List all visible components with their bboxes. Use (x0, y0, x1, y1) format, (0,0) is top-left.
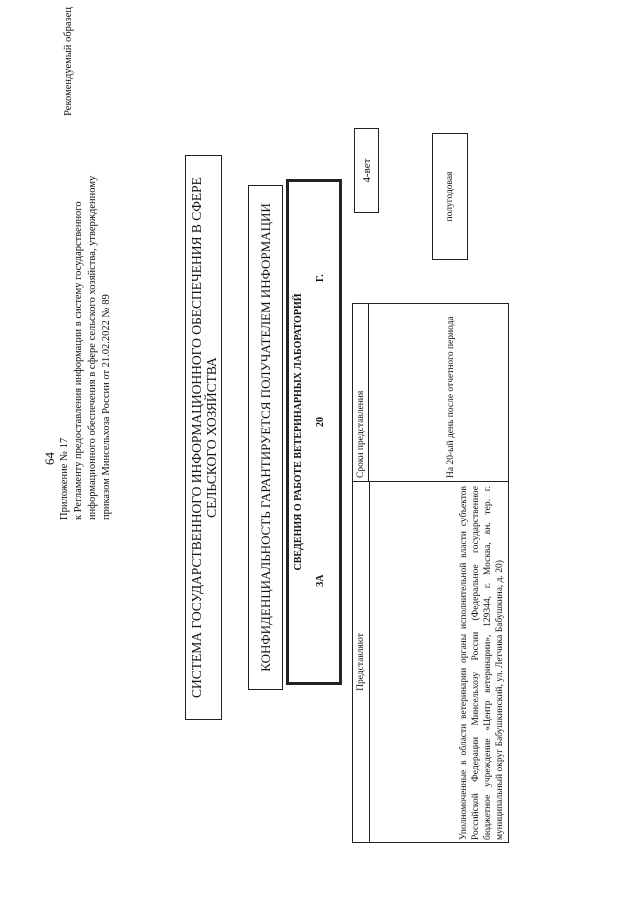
deadline-text: На 20-ый день после отчетного периода (446, 316, 456, 478)
report-year-suffix: Г. (315, 274, 326, 282)
report-year-prefix: 20 (315, 417, 326, 427)
system-title-box (185, 155, 222, 720)
form-code: 4-вет (360, 158, 373, 183)
appendix-line-3: приказом Минсельхоза России от 21.02.2022 № 89 (101, 294, 112, 520)
appendix-header (58, 140, 114, 520)
report-period-line (315, 182, 327, 682)
page-number: 64 (42, 452, 57, 465)
report-title-box (286, 179, 342, 685)
appendix-line-2: информационного обеспечения в сфере сельского хозяйства, утвержденному (87, 175, 98, 520)
periodicity: полугодовая (445, 171, 455, 222)
appendix-line-1: к Регламенту предоставления информации в систему государственного (73, 201, 84, 520)
report-za: ЗА (315, 574, 326, 587)
confidentiality-text: КОНФИДЕНЦИАЛЬНОСТЬ ГАРАНТИРУЕТСЯ ПОЛУЧАТЕЛЕМ ИНФОРМАЦИИ (257, 203, 273, 672)
recommended-sample-label: Рекомендуемый образец (63, 7, 74, 116)
report-title: СВЕДЕНИЯ О РАБОТЕ ВЕТЕРИНАРНЫХ ЛАБОРАТОРИЙ (293, 293, 304, 571)
periodicity-box (432, 133, 468, 260)
form-code-box (354, 128, 379, 213)
system-title: СИСТЕМА ГОСУДАРСТВЕННОГО ИНФОРМАЦИОННОГО ОБЕСПЕЧЕНИЯ В СФЕРЕ СЕЛЬСКОГО ХОЗЯЙСТВА (188, 177, 219, 698)
submission-table (352, 303, 509, 843)
presenters-cell (369, 481, 508, 842)
header-deadline: Сроки представления (353, 304, 369, 482)
header-presenters: Представляют (353, 481, 370, 842)
presenters-text: Уполномоченные в области ветеринарии органы исполнительной власти субъектов Российской Федерации Минсельхозу России (Федеральное государственное бюджетное учреждение «Центр ветеринарии», 129344, г. Москва, вн. тер. г. муниципальный округ Бабушкинский, ул. Летчика Бабушкина, д. 20) (459, 486, 505, 840)
appendix-title: Приложение № 17 (59, 437, 70, 520)
confidentiality-box (248, 185, 283, 690)
